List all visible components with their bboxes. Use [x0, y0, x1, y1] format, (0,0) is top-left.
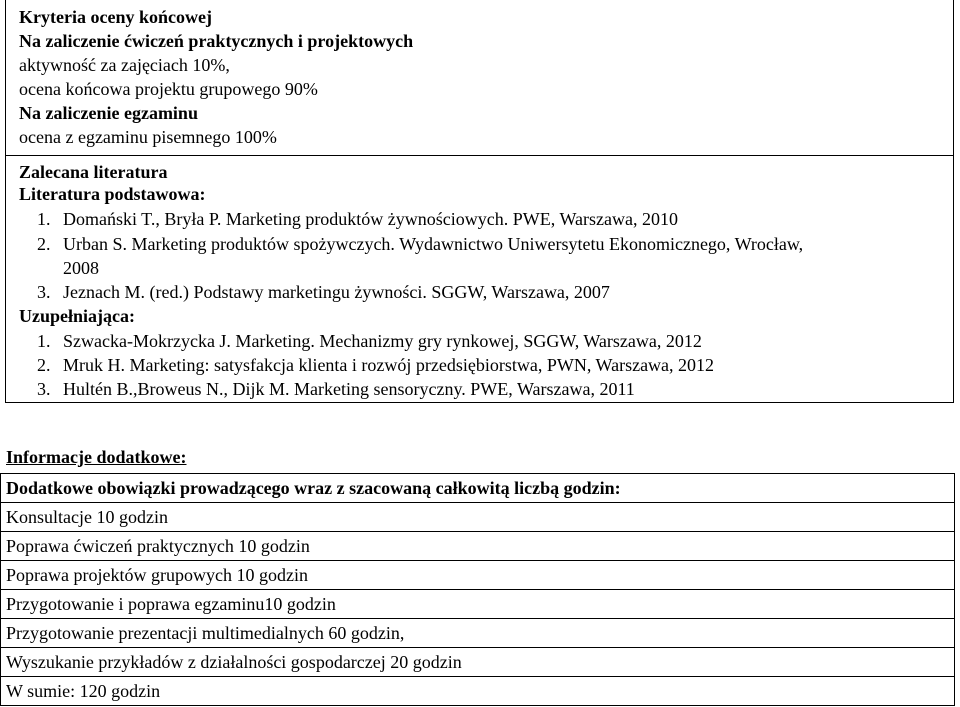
table-row — [1, 648, 955, 677]
criteria-box — [5, 0, 954, 156]
info-title: Informacje dodatkowe: — [6, 447, 187, 467]
supplementary-literature-item: 1. Szwacka-Mokrzycka J. Marketing. Mechanizmy gry rynkowej, SGGW, Warszawa, 2012 — [37, 331, 702, 351]
table-row — [1, 619, 955, 648]
basic-literature-item: 2. Urban S. Marketing produktów spożywczych. Wydawnictwo Uniwersytetu Ekonomicznego, Wrocław, — [37, 234, 804, 254]
table-row — [1, 677, 955, 706]
project-weight: ocena końcowa projektu grupowego 90% — [19, 79, 318, 99]
hours-item: Konsultacje 10 godzin — [1, 503, 955, 532]
table-row — [1, 561, 955, 590]
table-row — [1, 590, 955, 619]
literature-title: Zalecana literatura — [19, 162, 168, 182]
basic-literature-item-continued: 2008 — [63, 258, 99, 278]
supplementary-literature-item: 2. Mruk H. Marketing: satysfakcja klienta i rozwój przedsiębiorstwa, PWN, Warszawa, 2012 — [37, 355, 715, 375]
exam-heading: Na zaliczenie egzaminu — [19, 103, 198, 123]
hours-item: Przygotowanie i poprawa egzaminu10 godzin — [1, 590, 955, 619]
basic-literature-item: 1. Domański T., Bryła P. Marketing produktów żywnościowych. PWE, Warszawa, 2010 — [37, 209, 678, 229]
literature-box — [5, 155, 954, 403]
info-table — [0, 473, 955, 706]
duties-heading: Dodatkowe obowiązki prowadzącego wraz z szacowaną całkowitą liczbą godzin: — [1, 474, 955, 503]
hours-item: Poprawa ćwiczeń praktycznych 10 godzin — [1, 532, 955, 561]
hours-item: Przygotowanie prezentacji multimedialnych 60 godzin, — [1, 619, 955, 648]
table-row — [1, 503, 955, 532]
basic-literature-item: 3. Jeznach M. (red.) Podstawy marketingu żywności. SGGW, Warszawa, 2007 — [37, 282, 610, 302]
practical-heading: Na zaliczenie ćwiczeń praktycznych i projektowych — [19, 31, 414, 51]
hours-item: Wyszukanie przykładów z działalności gospodarczej 20 godzin — [1, 648, 955, 677]
activity-weight: aktywność za zajęciach 10%, — [19, 55, 230, 75]
hours-total: W sumie: 120 godzin — [1, 677, 955, 706]
exam-weight: ocena z egzaminu pisemnego 100% — [19, 127, 277, 147]
hours-item: Poprawa projektów grupowych 10 godzin — [1, 561, 955, 590]
supplementary-literature-heading: Uzupełniająca: — [19, 306, 135, 326]
table-row — [1, 474, 955, 503]
criteria-title: Kryteria oceny końcowej — [19, 7, 212, 27]
basic-literature-heading: Literatura podstawowa: — [19, 184, 206, 204]
table-row — [1, 532, 955, 561]
supplementary-literature-item: 3. Hultén B.,Broweus N., Dijk M. Marketing sensoryczny. PWE, Warszawa, 2011 — [37, 379, 635, 399]
